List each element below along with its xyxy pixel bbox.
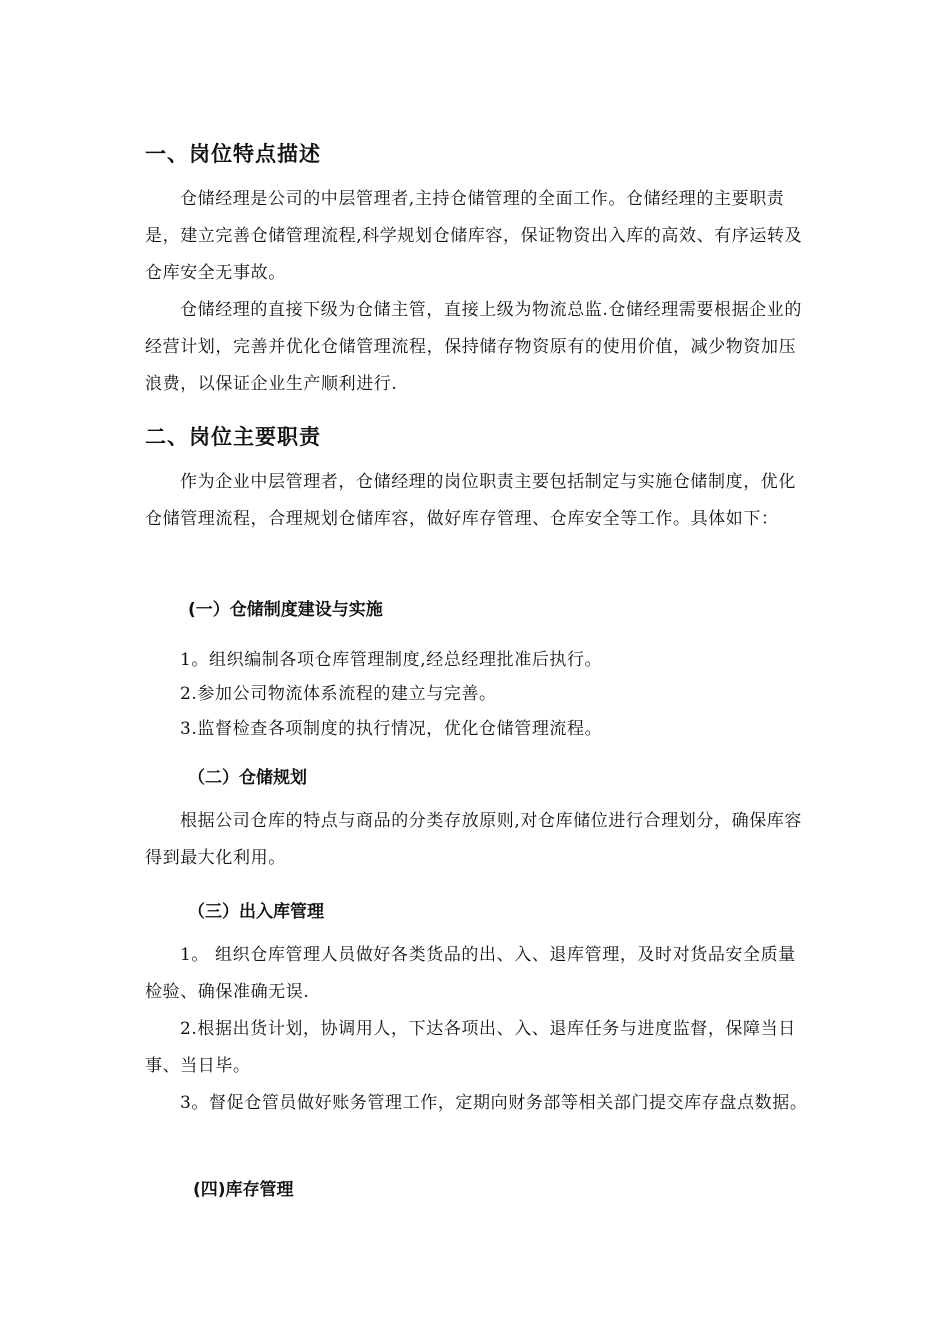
subsection1-item-1: 1。组织编制各项仓库管理制度,经总经理批准后执行。 bbox=[180, 650, 603, 670]
subsection3-heading: （三）出入库管理 bbox=[188, 902, 324, 922]
subsection1-item-2: 2.参加公司物流体系流程的建立与完善。 bbox=[180, 684, 497, 704]
subsection4-heading: (四)库存管理 bbox=[193, 1180, 294, 1200]
subsection1-heading: (一）仓储制度建设与实施 bbox=[188, 600, 383, 620]
section2-intro: 作为企业中层管理者，仓储经理的岗位职责主要包括制定与实施仓储制度，优化仓储管理流程，合理规划仓储库容，做好库存管理、仓库安全等工作。具体如下： bbox=[145, 472, 796, 529]
section1-heading: 一、岗位特点描述 bbox=[145, 142, 321, 166]
section1-paragraph-1: 仓储经理是公司的中层管理者,主持仓储管理的全面工作。仓储经理的主要职责是，建立完善仓储管理流程,科学规划仓储库容，保证物资出入库的高效、有序运转及仓库安全无事故。 bbox=[145, 189, 803, 283]
subsection3-item-2: 2.根据出货计划，协调用人，下达各项出、入、退库任务与进度监督，保障当日事、当日毕。 bbox=[145, 1019, 796, 1076]
subsection1-item-3: 3.监督检查各项制度的执行情况，优化仓储管理流程。 bbox=[180, 719, 603, 739]
section1-paragraph-2: 仓储经理的直接下级为仓储主管，直接上级为物流总监.仓储经理需要根据企业的经营计划，完善并优化仓储管理流程，保持储存物资原有的使用价值，减少物资加压浪费，以保证企业生产顺利进行. bbox=[145, 300, 803, 394]
subsection3-item-1: 1。 组织仓库管理人员做好各类货品的出、入、退库管理，及时对货品安全质量检验、确保准确无误. bbox=[145, 945, 796, 1002]
subsection3-item-3: 3。督促仓管员做好账务管理工作，定期向财务部等相关部门提交库存盘点数据。 bbox=[180, 1093, 808, 1113]
subsection2-heading: （二）仓储规划 bbox=[188, 768, 307, 788]
subsection2-text: 根据公司仓库的特点与商品的分类存放原则,对仓库储位进行合理划分，确保库容得到最大化利用。 bbox=[145, 811, 803, 868]
section2-heading: 二、岗位主要职责 bbox=[145, 425, 321, 449]
